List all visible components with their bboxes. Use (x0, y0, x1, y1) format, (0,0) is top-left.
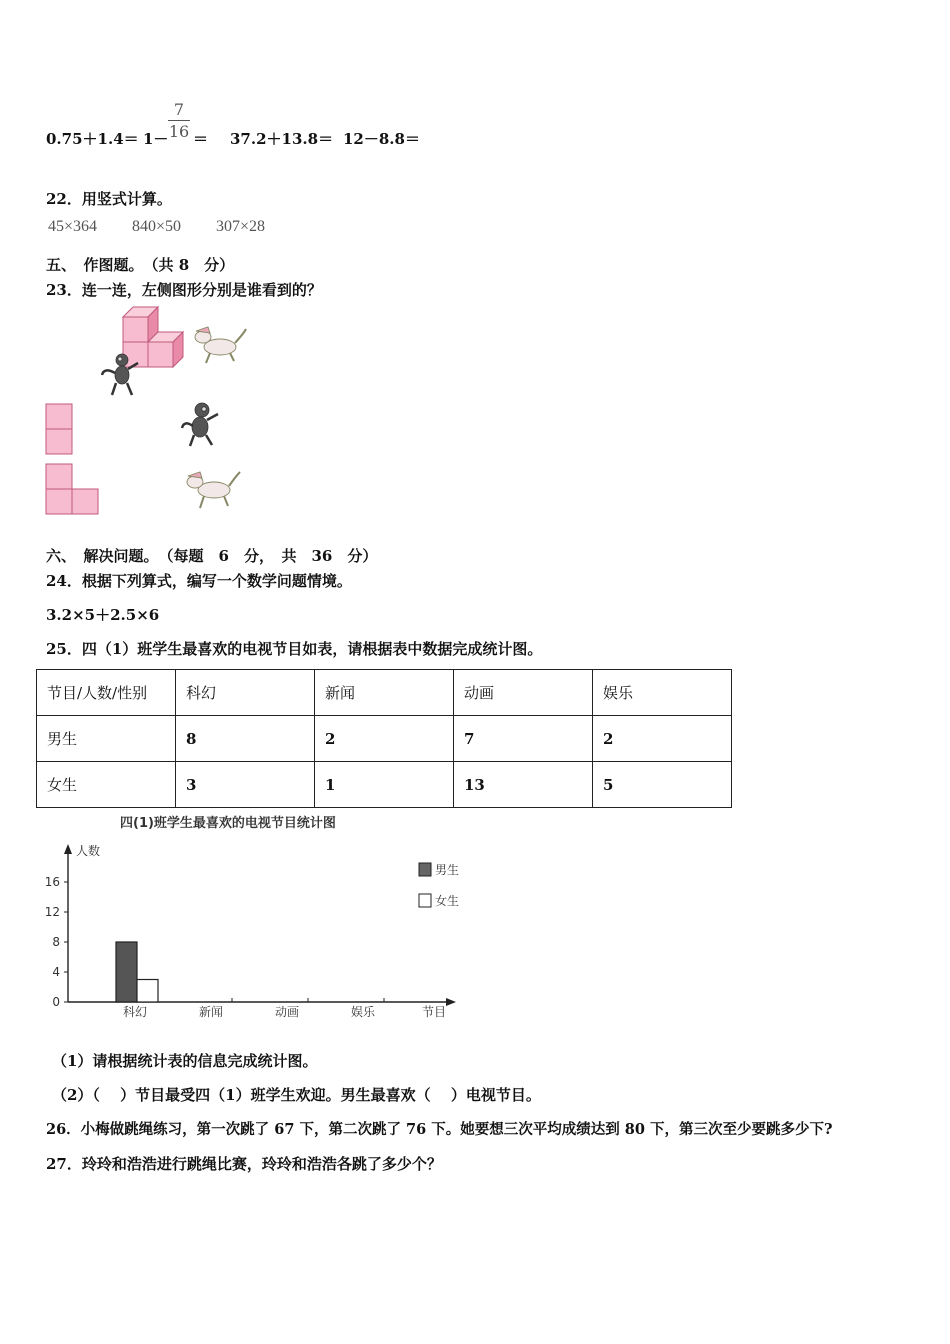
x-tick-label: 娱乐 (350, 1005, 376, 1019)
calc-expr-2-prefix: 1－ (143, 130, 169, 148)
bar-girls (137, 980, 158, 1003)
q24-formula: 3.2×5＋2.5×6 (46, 606, 160, 624)
section-6-title: 六、 解决问题。 （每题 6 分， 共 36 分） (46, 547, 378, 565)
calc-expr-1: 0.75＋1.4＝ (46, 130, 139, 148)
table-cell: 3 (176, 762, 315, 808)
table-cell: 8 (176, 716, 315, 762)
bar-boys (116, 942, 137, 1002)
table-row (37, 762, 732, 808)
table-cell: 7 (454, 716, 593, 762)
calc-expr-2-suffix: ＝ (193, 130, 209, 148)
legend-label-boys: 男生 (435, 863, 460, 877)
x-axis-arrow (446, 998, 456, 1006)
q24-title: 24．根据下列算式，编写一个数学问题情境。 (46, 572, 352, 590)
fraction-denominator: 16 (168, 122, 190, 141)
table-header-row (37, 670, 732, 716)
table-cell: 2 (315, 716, 454, 762)
view-shapes (44, 402, 104, 517)
cube-stack (123, 307, 183, 367)
q22-item-1: 45×364 (48, 218, 98, 235)
y-tick-label: 16 (44, 875, 60, 889)
x-tick-label: 科幻 (122, 1005, 148, 1019)
q23-title: 23．连一连，左侧图形分别是谁看到的？ (46, 281, 322, 299)
q22-item-2: 840×50 (132, 218, 182, 235)
table-cell: 5 (593, 762, 732, 808)
y-tick-label: 8 (52, 935, 60, 949)
q25-sub-2: （2）（ ）节目最受四（1）班学生欢迎。男生最喜欢（ ）电视节目。 (52, 1086, 541, 1104)
tv-program-table (36, 669, 732, 808)
section-5-title: 五、 作图题。 （共 8 分） (46, 256, 235, 274)
table-row-label: 男生 (37, 716, 176, 762)
legend-swatch-girls (419, 894, 431, 907)
q25-title: 25．四（1）班学生最喜欢的电视节目如表，请根据表中数据完成统计图。 (46, 640, 543, 658)
monkey-icon (180, 400, 220, 448)
fraction-numerator: 7 (173, 100, 185, 119)
x-tick-label: 新闻 (198, 1005, 224, 1019)
table-row-label: 女生 (37, 762, 176, 808)
table-header-cell: 动画 (454, 670, 593, 716)
calc-expr-4: 12－8.8＝ (343, 130, 420, 148)
table-header-cell: 娱乐 (593, 670, 732, 716)
x-axis-label: 节目 (422, 1005, 447, 1019)
y-tick-label: 0 (52, 995, 60, 1009)
dog-icon (195, 327, 246, 363)
y-tick-label: 12 (44, 905, 60, 919)
q22-title: 22．用竖式计算。 (46, 190, 172, 208)
q22-item-3: 307×28 (216, 218, 266, 235)
q26-title: 26．小梅做跳绳练习，第一次跳了 67 下，第二次跳了 76 下。她要想三次平均成绩达到 80 下，第三次至少要跳多少下? (46, 1121, 833, 1138)
fraction-bar (168, 120, 190, 121)
table-header-cell: 新闻 (315, 670, 454, 716)
table-cell: 2 (593, 716, 732, 762)
dog-icon (180, 468, 242, 514)
q27-title: 27．玲玲和浩浩进行跳绳比赛，玲玲和浩浩各跳了多少个？ (46, 1155, 442, 1173)
table-row (37, 716, 732, 762)
x-tick-label: 动画 (274, 1005, 300, 1019)
table-cell: 13 (454, 762, 593, 808)
view-shape-column (46, 404, 72, 454)
legend-swatch-boys (419, 863, 431, 876)
calc-expr-3: 37.2＋13.8＝ (230, 130, 334, 148)
table-header-cell: 科幻 (176, 670, 315, 716)
y-axis-label: 人数 (76, 844, 101, 858)
table-header-cell: 节目/人数/性别 (37, 670, 176, 716)
y-tick-label: 4 (52, 965, 60, 979)
y-axis-arrow (64, 844, 72, 854)
fraction (168, 100, 190, 141)
bar-chart (44, 832, 474, 1028)
cube-arrangement-figure (90, 305, 260, 400)
view-shape-l (46, 464, 98, 514)
legend-label-girls: 女生 (435, 894, 460, 908)
q25-sub-1: （1）请根据统计表的信息完成统计图。 (52, 1052, 318, 1070)
chart-title: 四(1)班学生最喜欢的电视节目统计图 (120, 816, 336, 831)
table-cell: 1 (315, 762, 454, 808)
